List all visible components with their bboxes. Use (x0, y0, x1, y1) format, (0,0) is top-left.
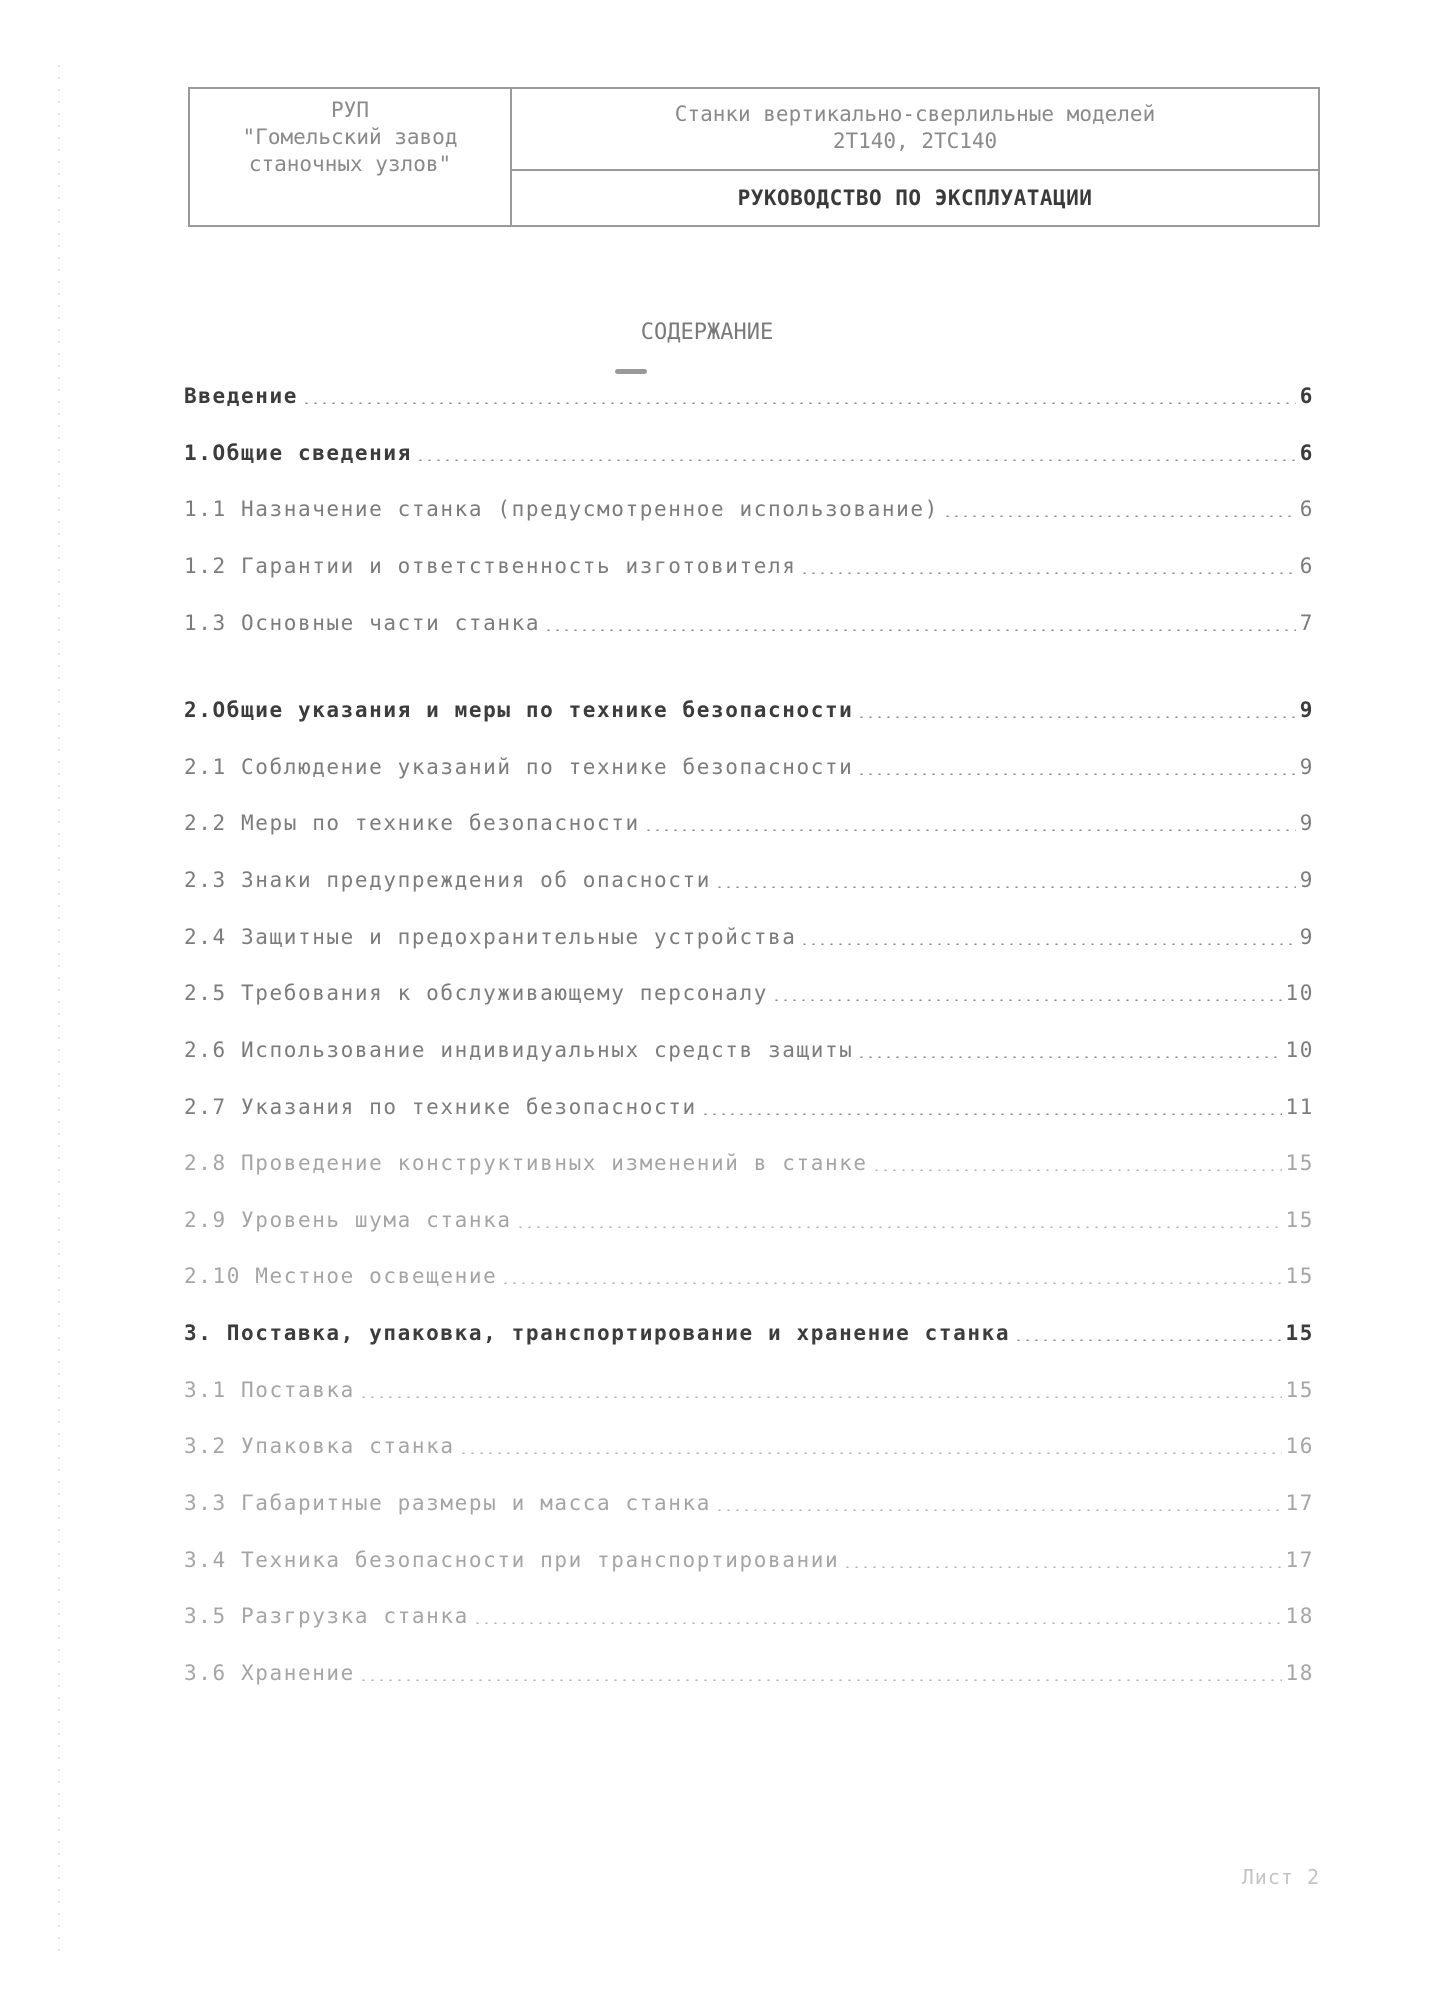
toc-entry (184, 808, 1314, 838)
toc-entry-title: 2.6 Использование индивидуальных средств защиты (184, 1038, 854, 1062)
dot-leader (1014, 1339, 1281, 1341)
toc-entry-page: 6 (1299, 384, 1314, 408)
toc-entry-page: 6 (1299, 441, 1314, 465)
toc-entry-page: 18 (1285, 1604, 1314, 1628)
toc-entry-page: 9 (1299, 811, 1314, 835)
toc-entry-title: 2.5 Требования к обслуживающему персоналу (184, 981, 768, 1005)
toc-entry-title: 1.1 Назначение станка (предусмотренное использование) (184, 497, 939, 521)
toc-entry (184, 922, 1314, 952)
toc-entry-page: 10 (1285, 981, 1314, 1005)
toc-entry (184, 865, 1314, 895)
dot-leader (701, 1113, 1282, 1115)
dot-leader (544, 629, 1296, 631)
toc-entry-page: 15 (1285, 1378, 1314, 1402)
toc-entry-page: 6 (1299, 497, 1314, 521)
title-block (188, 87, 1320, 227)
dot-leader (302, 402, 1296, 404)
sheet-number: Лист 2 (1241, 1865, 1320, 1889)
dot-leader (473, 1622, 1282, 1624)
toc-entry (184, 1658, 1314, 1688)
toc-entry (184, 438, 1314, 468)
toc-entry-title: 2.Общие указания и меры по технике безопасности (184, 698, 854, 722)
toc-entry (184, 608, 1314, 638)
toc-entry-title: 1.Общие сведения (184, 441, 412, 465)
toc-entry (184, 494, 1314, 524)
dot-leader (359, 1396, 1282, 1398)
dot-leader (416, 459, 1296, 461)
toc-entry (184, 695, 1314, 725)
toc-entry-title: 3.4 Техника безопасности при транспортировании (184, 1548, 840, 1572)
toc-entry-page: 7 (1299, 611, 1314, 635)
dot-leader (857, 1056, 1281, 1058)
toc-entry-title: 2.4 Защитные и предохранительные устройства (184, 925, 797, 949)
toc-entry-title: 3.3 Габаритные размеры и масса станка (184, 1491, 711, 1515)
toc-entry (184, 551, 1314, 581)
dot-leader (715, 886, 1296, 888)
toc-entry-title: 2.1 Соблюдение указаний по технике безопасности (184, 755, 854, 779)
org-line: станочных узлов" (248, 152, 452, 176)
toc-entry (184, 752, 1314, 782)
toc-entry (184, 1318, 1314, 1348)
dot-leader (800, 572, 1295, 574)
toc-entry (184, 1431, 1314, 1461)
toc-entry-title: 3.1 Поставка (184, 1378, 355, 1402)
product-cell (512, 89, 1318, 171)
toc-entry (184, 381, 1314, 411)
dot-leader (459, 1452, 1282, 1454)
product-line: 2Т140, 2ТС140 (832, 129, 998, 153)
toc-entry-title: 2.10 Местное освещение (184, 1264, 498, 1288)
toc-entry-title: 2.9 Уровень шума станка (184, 1208, 512, 1232)
toc-entry (184, 1092, 1314, 1122)
toc-entry-page: 16 (1285, 1434, 1314, 1458)
toc-entry-page: 9 (1299, 868, 1314, 892)
toc-entry (184, 1375, 1314, 1405)
document-type: РУКОВОДСТВО ПО ЭКСПЛУАТАЦИИ (737, 186, 1093, 210)
toc-entry-title: 3.6 Хранение (184, 1661, 355, 1685)
toc-entry-title: Введение (184, 384, 298, 408)
toc-entry-title: 2.2 Меры по технике безопасности (184, 811, 640, 835)
toc-entry (184, 1035, 1314, 1065)
toc-entry-page: 18 (1285, 1661, 1314, 1685)
toc-entry (184, 1205, 1314, 1235)
toc-title: СОДЕРЖАНИЕ (640, 320, 774, 345)
product-line: Станки вертикально-сверлильные моделей (674, 102, 1156, 126)
toc-entry (184, 1601, 1314, 1631)
org-line: "Гомельский завод (242, 125, 458, 149)
dot-leader (843, 1566, 1281, 1568)
toc-entry-page: 15 (1285, 1208, 1314, 1232)
dot-leader (772, 999, 1282, 1001)
toc-entry (184, 978, 1314, 1008)
toc-entry (184, 1488, 1314, 1518)
toc-entry-page: 17 (1285, 1548, 1314, 1572)
toc-entry-title: 2.7 Указания по технике безопасности (184, 1095, 697, 1119)
toc-entry-title: 3.5 Разгрузка станка (184, 1604, 469, 1628)
dot-leader (644, 829, 1296, 831)
dot-leader (800, 943, 1295, 945)
dot-leader (715, 1509, 1282, 1511)
toc-entry-page: 15 (1285, 1321, 1314, 1345)
toc-entry-page: 15 (1285, 1151, 1314, 1175)
toc-entry-title: 3.2 Упаковка станка (184, 1434, 455, 1458)
org-line: РУП (331, 98, 369, 122)
dot-leader (872, 1169, 1282, 1171)
toc-entry-page: 9 (1299, 755, 1314, 779)
toc-entry-title: 1.3 Основные части станка (184, 611, 541, 635)
toc-entry-page: 9 (1299, 925, 1314, 949)
toc-entry-title: 2.8 Проведение конструктивных изменений в станке (184, 1151, 868, 1175)
toc-entry-title: 2.3 Знаки предупреждения об опасности (184, 868, 711, 892)
toc-entry (184, 1148, 1314, 1178)
toc-entry-page: 11 (1285, 1095, 1314, 1119)
toc-entry-page: 15 (1285, 1264, 1314, 1288)
toc-entry (184, 1545, 1314, 1575)
dot-leader (359, 1679, 1282, 1681)
pen-mark (615, 369, 647, 374)
toc-entry (184, 1261, 1314, 1291)
dot-leader (943, 515, 1296, 517)
dot-leader (857, 773, 1295, 775)
scan-margin-artifact (57, 60, 61, 1960)
toc-entry-title: 1.2 Гарантии и ответственность изготовителя (184, 554, 797, 578)
toc-entry-page: 17 (1285, 1491, 1314, 1515)
toc-entry-page: 6 (1299, 554, 1314, 578)
dot-leader (501, 1282, 1281, 1284)
organization-cell (190, 89, 512, 225)
dot-leader (516, 1226, 1282, 1228)
dot-leader (857, 716, 1295, 718)
toc-entry-page: 10 (1285, 1038, 1314, 1062)
toc-entry-page: 9 (1299, 698, 1314, 722)
toc-entry-title: 3. Поставка, упаковка, транспортирование и хранение станка (184, 1321, 1011, 1345)
